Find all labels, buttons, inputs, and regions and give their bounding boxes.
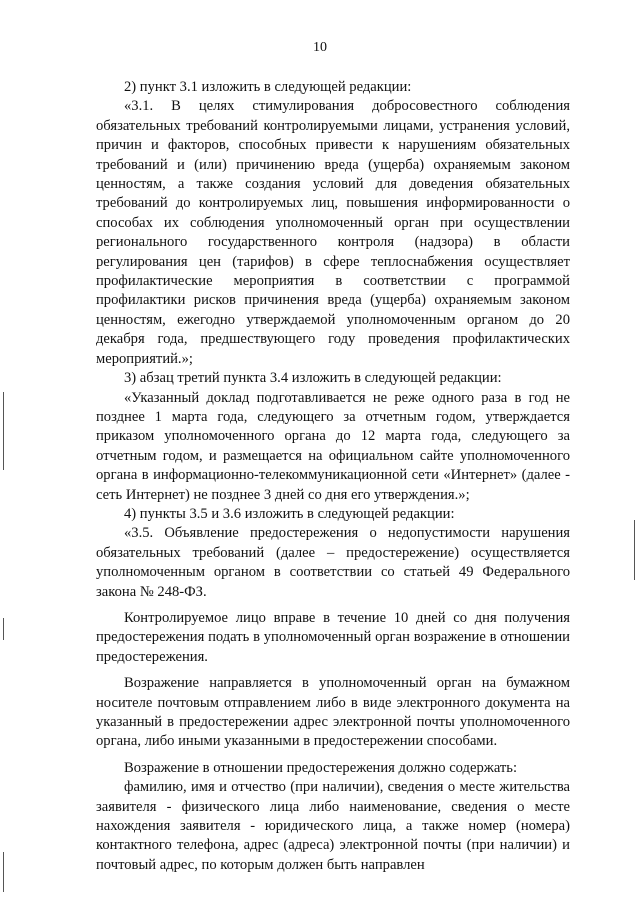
scan-mark-left-3 [3,852,4,892]
scan-mark-left [3,392,4,470]
paragraph-objection-delivery: Возражение направляется в уполномоченный орган на бумажном носителе почтовым отправлением либо в виде электронного документа на указанный в предостережении адрес электронной почты уполномоченного органа, либо иными указанными в предостережении способами. [96,675,570,750]
paragraph-amendment-2-intro: 2) пункт 3.1 изложить в следующей редакции: [124,79,412,95]
scan-mark-left-2 [3,618,4,640]
paragraph-objection-right: Контролируемое лицо вправе в течение 10 дней со дня получения предостережения подать в уполномоченный орган возражение в отношении предостережения. [96,609,570,665]
paragraph-amendment-4-intro: 4) пункты 3.5 и 3.6 изложить в следующей редакции: [124,505,455,522]
paragraph-objection-content: Возражение в отношении предостережения должно содержать: [124,759,518,776]
scan-mark-right [634,520,635,580]
paragraph-clause-3-5: «3.5. Объявление предостережения о недопустимости нарушения обязательных требований (далее – предостережение) осуществляется уполномоченным органом в соответствии со статьей 49 Федерального закона № 248-ФЗ. [96,525,570,600]
paragraph-clause-3-1: «3.1. В целях стимулирования добросовестного соблюдения обязательных требований контролируемыми лицами, устранения условий, причин и факторов, способных привести к нарушениям обязательных требований и (или) причинению вреда (ущерба) охраняемым законом ценностям, а также создания условий для доведения обязательных требований до контролируемых лиц, повышения информированности о способах их соблюдения уполномоченный орган при осуществлении регионального государственного контроля (надзора) в области регулирования цен (тарифов) в сфере теплоснабжения осуществляет профилактические мероприятия в соответствии с программой профилактики рисков причинения вреда (ущерба) охраняемым законом ценностям, ежегодно утверждаемой уполномоченным органом до 20 декабря года, предшествующего году проведения профилактических мероприятий.»; [96,98,570,367]
paragraph-report-clause: «Указанный доклад подготавливается не реже одного раза в год не позднее 1 марта года, следующего за отчетным годом, утверждается приказом уполномоченного органа до 12 марта года, следующего за отчетным годом, и размещается на официальном сайте уполномоченного органа в информационно-телекоммуникационной сети «Интернет» (далее - сеть Интернет) не позднее 3 дней со дня его утверждения.»; [96,389,570,503]
paragraph-amendment-3-intro: 3) абзац третий пункта 3.4 изложить в следующей редакции: [124,370,502,387]
page-number: 10 [313,40,327,55]
paragraph-objection-fields: фамилию, имя и отчество (при наличии), сведения о месте жительства заявителя - физического лица либо наименование, сведения о месте нахождения заявителя - юридического лица, а также номер (номера) контактного телефона, адрес (адреса) электронной почты (при наличии) и почтовый адрес, по которым должен быть направлен [96,779,570,873]
document-body [96,78,570,875]
